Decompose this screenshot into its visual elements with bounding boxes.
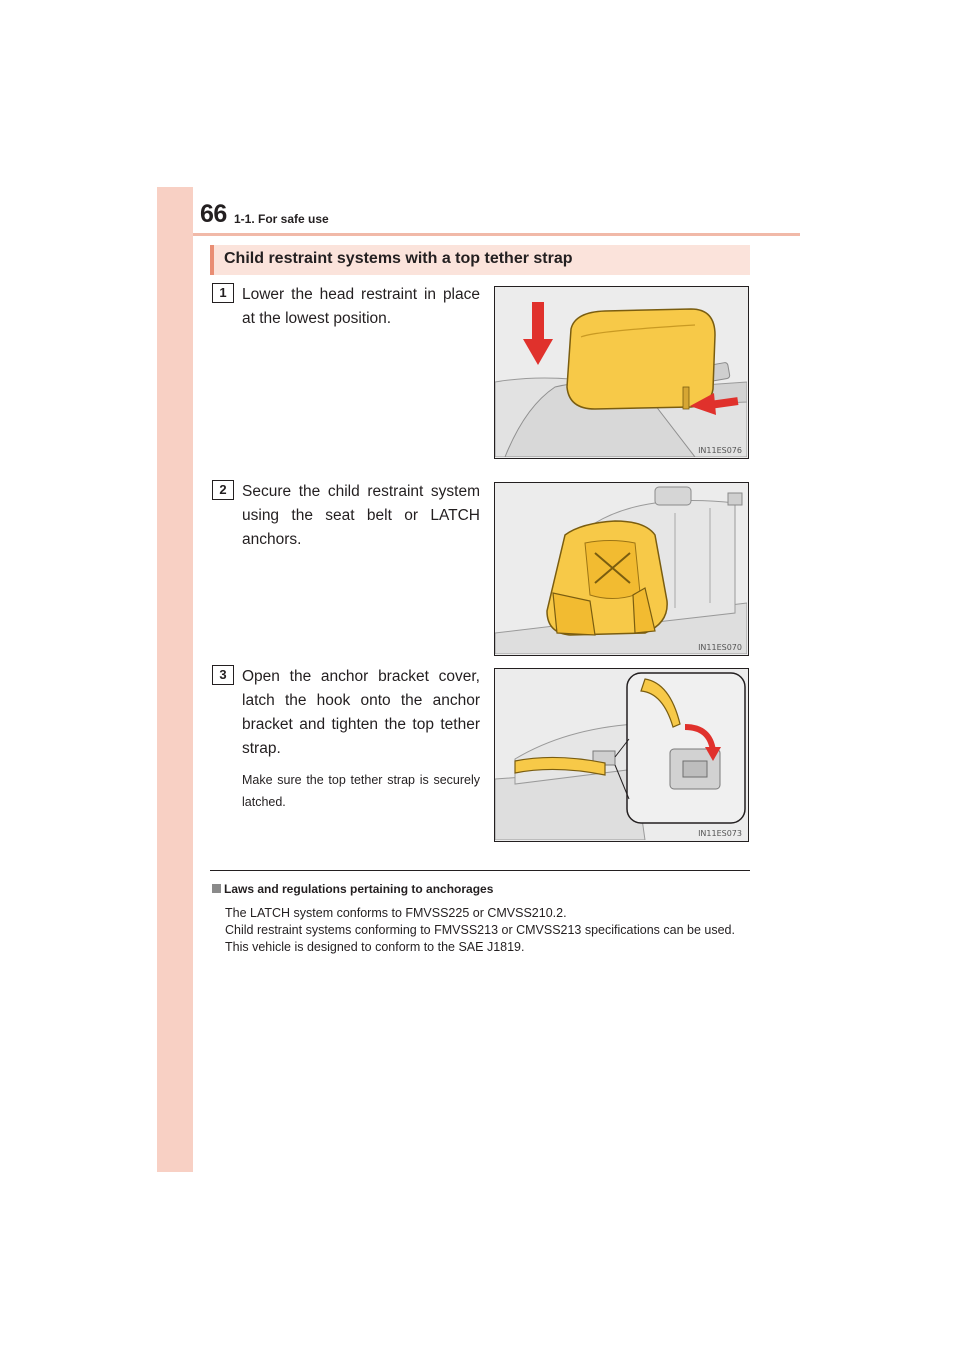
figure-child-seat (494, 482, 749, 656)
step-number-1: 1 (212, 283, 234, 303)
laws-line: Child restraint systems conforming to FMVSS213 or CMVSS213 specifications can be used. (225, 923, 735, 937)
step-number-2: 2 (212, 480, 234, 500)
side-tab (157, 187, 193, 1172)
step-text-3 (242, 665, 480, 813)
laws-line: This vehicle is designed to conform to the SAE J1819. (225, 940, 525, 954)
section-divider (210, 870, 750, 871)
step-text-1 (242, 283, 480, 331)
square-bullet-icon (212, 884, 221, 893)
figure-head-restraint (494, 286, 749, 459)
step-instruction: Open the anchor bracket cover, latch the hook onto the anchor bracket and tighten the top tether strap. (242, 668, 480, 757)
section-reference: 1-1. For safe use (234, 212, 329, 226)
step-text-2 (242, 480, 480, 552)
laws-body (225, 905, 750, 956)
figure-code: IN11ES073 (698, 829, 742, 838)
down-arrow-icon (523, 302, 553, 365)
page-number: 66 (200, 200, 227, 228)
step-number-3: 3 (212, 665, 234, 685)
laws-heading (212, 882, 493, 896)
header-divider (193, 233, 800, 236)
laws-heading-text: Laws and regulations pertaining to anchorages (224, 882, 494, 896)
laws-line: The LATCH system conforms to FMVSS225 or CMVSS210.2. (225, 906, 567, 920)
figure-anchor-bracket (494, 668, 749, 842)
step-instruction: Secure the child restraint system using the seat belt or LATCH anchors. (242, 483, 480, 548)
figure-code: IN11ES076 (698, 446, 742, 455)
section-title-band (210, 245, 750, 275)
step-instruction: Lower the head restraint in place at the lowest position. (242, 286, 480, 327)
figure-code: IN11ES070 (698, 643, 742, 652)
section-title: Child restraint systems with a top tether strap (224, 250, 573, 267)
step-note: Make sure the top tether strap is securely latched. (242, 773, 480, 809)
